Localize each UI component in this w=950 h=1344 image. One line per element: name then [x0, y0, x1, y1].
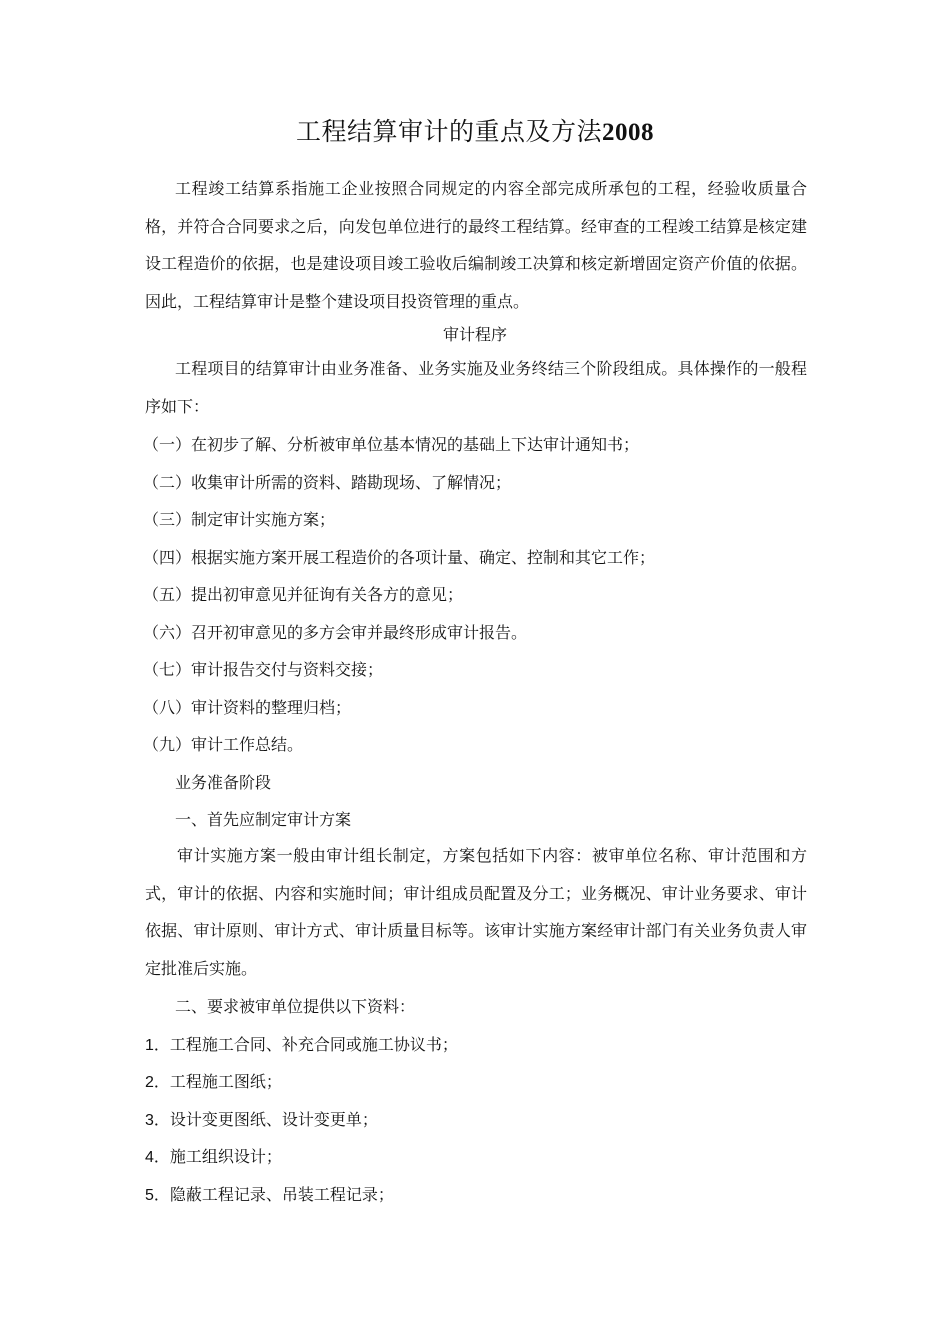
- intro-paragraph: 工程竣工结算系指施工企业按照合同规定的内容全部完成所承包的工程，经验收质量合格，并符合合同要求之后，向发包单位进行的最终工程结算。经审查的工程竣工结算是核定建设工程造价的依据，也是建设项目竣工验收后编制竣工决算和核定新增固定资产价值的依据。因此，工程结算审计是整个建设项目投资管理的重点。: [145, 179, 807, 311]
- sub-heading-plan: 一、首先应制定审计方案: [175, 810, 352, 829]
- procedure-step: （五）提出初审意见并征询有关各方的意见；: [143, 585, 464, 604]
- procedure-step: （二）收集审计所需的资料、踏勘现场、了解情况；: [143, 473, 512, 492]
- material-text: ．施工组织设计；: [153, 1147, 282, 1166]
- document-title: [0, 114, 950, 151]
- title-text: 工程结算审计的重点及方法: [295, 117, 602, 146]
- procedure-intro-paragraph: 工程项目的结算审计由业务准备、业务实施及业务终结三个阶段组成。具体操作的一般程序如下：: [145, 359, 807, 416]
- title-year: 2008: [602, 119, 654, 146]
- procedure-step: （一）在初步了解、分析被审单位基本情况的基础上下达审计通知书；: [143, 435, 640, 454]
- material-number: 4: [145, 1149, 154, 1166]
- material-number: 2: [145, 1074, 154, 1091]
- material-item: [145, 1147, 282, 1168]
- procedure-step: （四）根据实施方案开展工程造价的各项计量、确定、控制和其它工作；: [143, 548, 656, 567]
- section-heading-audit-procedure: 审计程序: [442, 325, 507, 344]
- stage-heading: 业务准备阶段: [175, 773, 272, 792]
- material-text: ．工程施工合同、补充合同或施工协议书；: [153, 1035, 458, 1054]
- procedure-step: （九）审计工作总结。: [143, 735, 304, 754]
- plan-paragraph: 审计实施方案一般由审计组长制定，方案包括如下内容：被审单位名称、审计范围和方式，审计的依据、内容和实施时间；审计组成员配置及分工；业务概况、审计业务要求、审计依据、审计原则、审计方式、审计质量目标等。该审计实施方案经审计部门有关业务负责人审定批准后实施。: [145, 846, 807, 978]
- material-text: ．工程施工图纸；: [153, 1072, 282, 1091]
- material-text: ．设计变更图纸、设计变更单；: [153, 1110, 378, 1129]
- procedure-step: （八）审计资料的整理归档；: [143, 698, 352, 717]
- material-item: [145, 1072, 282, 1093]
- procedure-step: （三）制定审计实施方案；: [143, 510, 336, 529]
- material-item: [145, 1110, 378, 1131]
- procedure-step: （六）召开初审意见的多方会审并最终形成审计报告。: [143, 623, 528, 642]
- procedure-step: （七）审计报告交付与资料交接；: [143, 660, 384, 679]
- material-item: [145, 1035, 458, 1056]
- material-text: ．隐蔽工程记录、吊装工程记录；: [153, 1185, 394, 1204]
- material-number: 3: [145, 1112, 154, 1129]
- material-item: [145, 1185, 394, 1206]
- sub-heading-materials: 二、要求被审单位提供以下资料：: [175, 997, 416, 1016]
- material-number: 1: [145, 1037, 154, 1054]
- material-number: 5: [145, 1187, 154, 1204]
